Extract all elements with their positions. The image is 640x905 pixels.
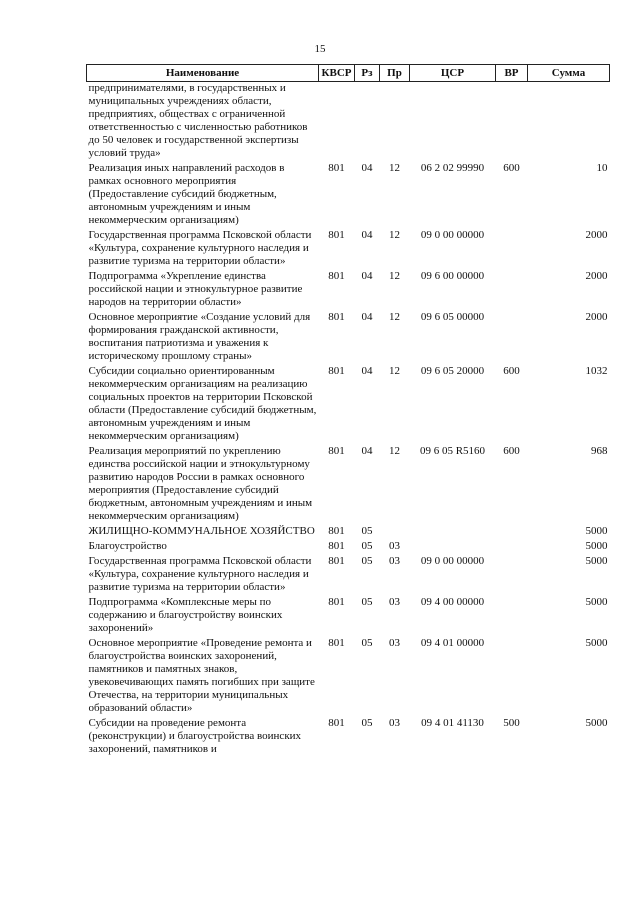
cell-name: Реализация мероприятий по укреплению единства российской нации и этнокультурному развитию народов России в рамках основного мероприятия (Предоставление субсидий бюджетным, автономным учреждениям и иным некоммерческим организациям) <box>88 445 313 522</box>
cell-vr <box>496 525 528 540</box>
cell-name: Основное мероприятие «Создание условий для формирования гражданской активности, воспитания патриотизма и уважения к историческому прошлому страны» <box>88 311 311 362</box>
cell-sum: 2000 <box>585 270 608 282</box>
cell-vr: 500 <box>503 717 520 729</box>
table-row <box>87 540 610 555</box>
cell-sum: 5000 <box>585 555 608 567</box>
cell-name: предпринимателями, в государственных и муниципальных учреждениях области, предприятиях, обществах с ограниченной ответственностью с численностью работников до 50 человек и государственной экспертизы условий труда» <box>88 82 308 159</box>
cell-kvsr: 801 <box>328 229 345 241</box>
cell-rz <box>355 82 380 163</box>
cell-vr: 600 <box>503 365 520 377</box>
table-row <box>87 162 610 229</box>
cell-vr <box>496 311 528 365</box>
table-row <box>87 637 610 717</box>
cell-name: Основное мероприятие «Проведение ремонта и благоустройства воинских захоронений, памятников и памятных знаков, увековечивающих память погибших при защите Отечества, на территории муниципальных образований области» <box>88 637 315 714</box>
cell-vr <box>496 540 528 555</box>
header-pr: Пр <box>380 65 410 82</box>
table-row <box>87 270 610 311</box>
cell-pr: 03 <box>389 717 400 729</box>
cell-name: Субсидии социально ориентированным некоммерческим организациям на реализацию социальных проектов на территории Псковской области (Предоставление субсидий бюджетным, автономным учреждениям и иным некоммерческим организациям) <box>88 365 317 442</box>
table-row <box>87 229 610 270</box>
cell-csr: 09 4 00 00000 <box>420 596 485 608</box>
cell-sum: 5000 <box>585 596 608 608</box>
header-rz: Рз <box>355 65 380 82</box>
cell-csr: 09 0 00 00000 <box>420 555 485 567</box>
cell-pr: 03 <box>389 596 400 608</box>
cell-name: ЖИЛИЩНО-КОММУНАЛЬНОЕ ХОЗЯЙСТВО <box>88 525 315 537</box>
cell-rz: 05 <box>361 525 373 537</box>
cell-rz: 04 <box>361 445 373 457</box>
cell-pr: 12 <box>389 162 400 174</box>
table-row <box>87 82 610 163</box>
table-row <box>87 596 610 637</box>
cell-sum: 5000 <box>585 525 608 537</box>
table-row <box>87 717 610 758</box>
table-body <box>87 82 610 759</box>
cell-pr: 12 <box>389 229 400 241</box>
cell-pr: 12 <box>389 270 400 282</box>
cell-csr: 09 0 00 00000 <box>420 229 485 241</box>
header-vr: ВР <box>496 65 528 82</box>
cell-csr <box>410 82 496 163</box>
cell-kvsr <box>319 82 355 163</box>
cell-rz: 04 <box>361 365 373 377</box>
cell-sum: 1032 <box>585 365 608 377</box>
cell-vr <box>496 596 528 637</box>
cell-pr: 12 <box>389 311 400 323</box>
cell-sum: 5000 <box>585 637 608 649</box>
cell-rz: 04 <box>361 270 373 282</box>
cell-vr <box>496 555 528 596</box>
cell-csr <box>410 525 496 540</box>
cell-name: Государственная программа Псковской области «Культура, сохранение культурного наследия и развитие туризма на территории области» <box>88 555 312 593</box>
cell-pr: 12 <box>389 365 400 377</box>
cell-rz: 05 <box>361 596 373 608</box>
cell-vr <box>496 637 528 717</box>
table-row <box>87 311 610 365</box>
table-row <box>87 525 610 540</box>
cell-kvsr: 801 <box>328 270 345 282</box>
cell-vr <box>496 82 528 163</box>
cell-rz: 05 <box>361 540 373 552</box>
cell-sum: 2000 <box>585 311 608 323</box>
cell-rz: 04 <box>361 311 373 323</box>
header-kvsr: КВСР <box>319 65 355 82</box>
cell-sum: 10 <box>596 162 608 174</box>
cell-name: Субсидии на проведение ремонта (реконструкции) и благоустройства воинских захоронений, памятников и <box>88 717 302 755</box>
cell-kvsr: 801 <box>328 596 345 608</box>
cell-csr <box>410 540 496 555</box>
cell-rz: 04 <box>361 229 373 241</box>
cell-name: Благоустройство <box>88 540 167 552</box>
cell-csr: 09 4 01 41130 <box>421 717 484 729</box>
cell-name: Подпрограмма «Укрепление единства российской нации и этнокультурное развитие народов на территории области» <box>88 270 303 308</box>
cell-sum: 2000 <box>585 229 608 241</box>
table-row <box>87 555 610 596</box>
cell-csr: 09 6 00 00000 <box>420 270 485 282</box>
cell-rz: 04 <box>361 162 373 174</box>
cell-sum: 5000 <box>585 717 608 729</box>
header-name: Наименование <box>87 65 319 82</box>
cell-pr: 12 <box>389 445 400 457</box>
cell-pr <box>380 82 410 163</box>
cell-name: Подпрограмма «Комплексные меры по содержанию и благоустройству воинских захоронений» <box>88 596 283 634</box>
cell-vr <box>496 229 528 270</box>
cell-pr <box>380 525 410 540</box>
cell-pr: 03 <box>389 637 400 649</box>
cell-kvsr: 801 <box>328 311 345 323</box>
cell-csr: 09 4 01 00000 <box>420 637 485 649</box>
cell-kvsr: 801 <box>328 717 345 729</box>
table-row <box>87 445 610 525</box>
cell-csr: 09 6 05 20000 <box>420 365 485 377</box>
cell-kvsr: 801 <box>328 365 345 377</box>
cell-csr: 06 2 02 99990 <box>420 162 485 174</box>
cell-sum: 5000 <box>585 540 608 552</box>
cell-csr: 09 6 05 00000 <box>420 311 485 323</box>
cell-kvsr: 801 <box>328 555 345 567</box>
cell-kvsr: 801 <box>328 540 345 552</box>
cell-vr: 600 <box>503 445 520 457</box>
cell-name: Реализация иных направлений расходов в рамках основного мероприятия (Предоставление субсидий бюджетным, автономным учреждениям и иным некоммерческим организациям) <box>88 162 285 226</box>
budget-table <box>86 64 610 758</box>
cell-rz: 05 <box>361 717 373 729</box>
cell-vr <box>496 270 528 311</box>
cell-kvsr: 801 <box>328 525 345 537</box>
cell-name: Государственная программа Псковской области «Культура, сохранение культурного наследия и развитие туризма на территории области» <box>88 229 312 267</box>
cell-pr: 03 <box>389 540 400 552</box>
cell-kvsr: 801 <box>328 162 345 174</box>
table-row <box>87 365 610 445</box>
cell-pr: 03 <box>389 555 400 567</box>
cell-kvsr: 801 <box>328 445 345 457</box>
cell-sum: 968 <box>591 445 608 457</box>
cell-vr: 600 <box>503 162 520 174</box>
header-csr: ЦСР <box>410 65 496 82</box>
cell-rz: 05 <box>361 555 373 567</box>
header-sum: Сумма <box>528 65 610 82</box>
cell-rz: 05 <box>361 637 373 649</box>
table-header-row <box>87 65 610 82</box>
cell-kvsr: 801 <box>328 637 345 649</box>
cell-csr: 09 6 05 R5160 <box>419 445 486 457</box>
page-number: 15 <box>314 43 326 55</box>
cell-sum <box>528 82 610 163</box>
